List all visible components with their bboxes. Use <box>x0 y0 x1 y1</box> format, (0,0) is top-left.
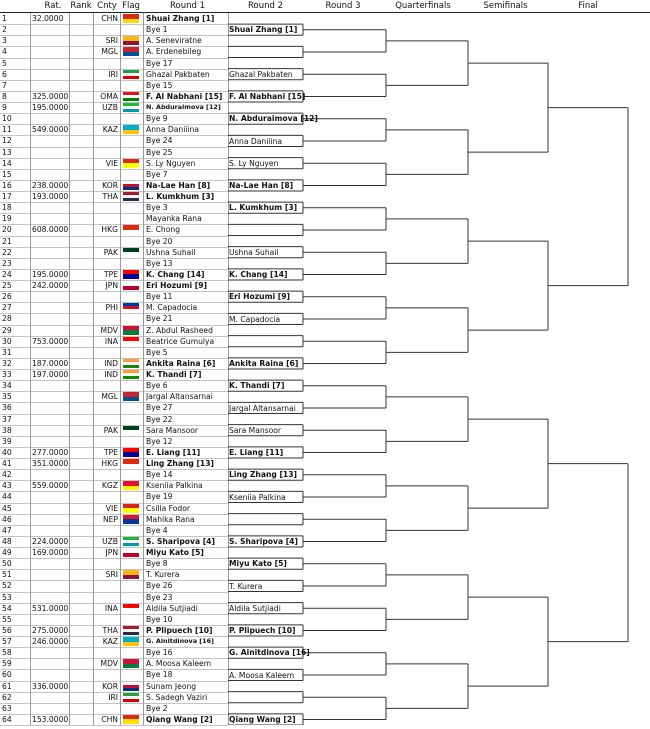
draw-number: 57 <box>2 637 12 646</box>
country-code: PAK <box>103 425 118 435</box>
draw-number: 59 <box>2 659 12 669</box>
round2-winner: Shuai Zhang [1] <box>229 25 298 35</box>
draw-number: 58 <box>2 648 12 658</box>
draw-number: 19 <box>2 214 12 224</box>
rank-header: Rank <box>70 1 92 11</box>
round2-winner: Ling Zhang [13] <box>229 470 297 480</box>
draw-number: 40 <box>2 447 12 457</box>
round2-winner: Sara Mansoor <box>229 425 282 435</box>
draw-number: 50 <box>2 559 12 569</box>
country-code: CHN <box>101 714 118 724</box>
country-code: VIE <box>105 503 118 513</box>
player-name: Bye 2 <box>146 703 168 713</box>
player-name: Bye 8 <box>146 559 168 569</box>
player-name: Jargal Altansarnai <box>146 392 213 402</box>
player-name: K. Thandi [7] <box>146 370 202 379</box>
player-name: Csilla Fodor <box>146 503 190 513</box>
draw-number: 16 <box>2 180 12 190</box>
semifinals-header: Semifinals <box>483 1 528 11</box>
draw-number: 2 <box>2 25 7 35</box>
player-name: Ushna Suhail <box>146 247 196 257</box>
draw-number: 15 <box>2 169 12 179</box>
draw-number: 54 <box>2 603 12 613</box>
rating-value: 187.0000 <box>32 358 69 368</box>
player-name: Bye 21 <box>146 314 173 324</box>
player-name: Bye 6 <box>146 381 168 391</box>
round2-winner: Eri Hozumi [9] <box>229 292 290 302</box>
draw-number: 9 <box>2 103 7 112</box>
round2-winner: A. Moosa Kaleem <box>229 670 295 680</box>
player-name: L. Kumkhum [3] <box>146 192 215 201</box>
country-code: INA <box>104 336 118 346</box>
rating-value: 549.0000 <box>32 125 69 135</box>
player-name: Z. Abdul Rasheed <box>146 325 213 335</box>
draw-number: 10 <box>2 114 12 124</box>
round2-winner: S. Ly Nguyen <box>229 158 279 168</box>
round2-winner: Miyu Kato [5] <box>229 559 287 569</box>
country-code: MDV <box>100 325 118 335</box>
round2-winner: Ankita Raina [6] <box>229 359 299 368</box>
draw-number: 11 <box>2 125 12 135</box>
round2-winner: Na-Lae Han [8] <box>229 181 294 190</box>
player-name: Mahika Rana <box>146 514 195 524</box>
country-code: IND <box>104 358 118 368</box>
draw-number: 12 <box>2 136 12 146</box>
country-code: KGZ <box>101 481 118 491</box>
draw-header <box>0 0 650 12</box>
player-name: Bye 25 <box>146 147 173 157</box>
round2-winner: Ushna Suhail <box>229 247 279 257</box>
round2-winner: E. Liang [11] <box>229 448 284 457</box>
draw-number: 49 <box>2 548 12 557</box>
draw-number: 39 <box>2 436 12 446</box>
draw-number: 29 <box>2 325 12 335</box>
round2-winner: G. Ainitdinova [16] <box>229 648 310 658</box>
player-name: A. Erdenebileg <box>146 47 202 57</box>
draw-number: 22 <box>2 247 12 257</box>
player-name: Bye 4 <box>146 525 168 535</box>
rating-value: 351.0000 <box>32 459 69 468</box>
country-code: IRI <box>108 69 118 79</box>
draw-number: 20 <box>2 225 12 235</box>
round2-winner: Ghazal Pakbaten <box>229 69 293 79</box>
player-name: Ghazal Pakbaten <box>146 69 210 79</box>
round2-winner: L. Kumkhum [3] <box>229 203 298 213</box>
draw-number: 53 <box>2 592 12 602</box>
draw-number: 56 <box>2 625 12 635</box>
player-name: S. Sharipova [4] <box>146 536 215 546</box>
rating-value: 169.0000 <box>32 548 69 557</box>
country-code: SRI <box>105 570 118 580</box>
country-code: KOR <box>102 180 118 190</box>
draw-number: 30 <box>2 336 12 346</box>
country-code: THA <box>102 192 118 201</box>
player-name: Bye 14 <box>146 470 173 480</box>
player-name: Bye 15 <box>146 80 173 90</box>
country-code: UZB <box>102 536 118 546</box>
draw-number: 6 <box>2 69 7 79</box>
draw-number: 64 <box>2 714 12 724</box>
country-code: TPE <box>103 269 118 279</box>
rating-value: 195.0000 <box>32 103 69 112</box>
player-name: N. Abduraimova [12] <box>146 103 221 111</box>
draw-number: 3 <box>2 36 7 46</box>
draw-number: 48 <box>2 536 12 546</box>
rating-value: 224.0000 <box>32 536 69 546</box>
player-name: Ling Zhang [13] <box>146 459 214 468</box>
draw-number: 5 <box>2 58 7 68</box>
rating-value: 246.0000 <box>32 637 69 646</box>
country-code: MGL <box>101 392 118 402</box>
country-code: SRI <box>105 36 118 46</box>
draw-number: 8 <box>2 91 7 101</box>
player-name: Kseniia Palkina <box>146 481 203 491</box>
country-code: NEP <box>102 514 118 524</box>
player-name: A. Moosa Kaleem <box>146 659 212 669</box>
round2-winner: F. Al Nabhani [15] <box>229 92 306 101</box>
player-name: Bye 11 <box>146 292 173 302</box>
country-code: KOR <box>102 681 118 691</box>
player-name: Bye 9 <box>146 114 168 124</box>
draw-number: 52 <box>2 581 12 591</box>
player-name: Bye 23 <box>146 592 173 602</box>
player-name: Bye 19 <box>146 492 173 502</box>
round2-winner: T. Kurera <box>229 581 263 591</box>
player-name: M. Capadocia <box>146 303 198 313</box>
player-name: Qiang Wang [2] <box>146 714 213 724</box>
player-name: P. Plipuech [10] <box>146 625 213 635</box>
country-code: THA <box>102 625 118 635</box>
player-name: Bye 16 <box>146 648 173 658</box>
country-code: IND <box>104 370 118 379</box>
draw-number: 51 <box>2 570 12 580</box>
draw-number: 31 <box>2 347 12 357</box>
country-code: OMA <box>100 91 118 101</box>
country-code: PAK <box>103 247 118 257</box>
country-code: INA <box>104 603 118 613</box>
country-code: HKG <box>101 225 118 235</box>
player-name: Beatrice Gumulya <box>146 336 215 346</box>
player-name: Na-Lae Han [8] <box>146 180 211 190</box>
draw-number: 7 <box>2 80 7 90</box>
player-name: Shuai Zhang [1] <box>146 14 215 23</box>
player-name: Bye 5 <box>146 347 168 357</box>
player-name: Bye 22 <box>146 414 173 424</box>
bracket-lines <box>0 13 650 725</box>
player-name: Anna Daniiina <box>146 125 199 135</box>
country-code: HKG <box>101 459 118 468</box>
round2-winner: P. Plipuech [10] <box>229 626 296 635</box>
draw-number: 32 <box>2 358 12 368</box>
country-code: TPE <box>103 447 118 457</box>
draw-number: 63 <box>2 703 12 713</box>
player-name: Sunam Jeong <box>146 681 197 691</box>
draw-number: 61 <box>2 681 12 691</box>
draw-number: 47 <box>2 525 12 535</box>
draw-number: 41 <box>2 459 12 468</box>
rating-value: 193.0000 <box>32 192 69 201</box>
player-name: Bye 1 <box>146 25 168 35</box>
player-name: Eri Hozumi [9] <box>146 281 207 290</box>
rating-header: Rat. <box>44 1 62 11</box>
country-code: KAZ <box>102 125 118 135</box>
draw-number: 55 <box>2 614 12 624</box>
rating-value: 753.0000 <box>32 336 69 346</box>
draw-number: 4 <box>2 47 7 57</box>
country-header: Cnty <box>97 1 117 11</box>
player-name: K. Chang [14] <box>146 269 205 279</box>
draw-number: 43 <box>2 481 12 491</box>
player-name: Bye 13 <box>146 258 173 268</box>
draw-number: 37 <box>2 414 12 424</box>
country-code: CHN <box>101 14 118 23</box>
round2-winner: K. Thandi [7] <box>229 381 285 391</box>
draw-number: 46 <box>2 514 12 524</box>
player-name: Bye 12 <box>146 436 173 446</box>
player-name: F. Al Nabhani [15] <box>146 91 223 101</box>
player-name: Bye 18 <box>146 670 173 680</box>
quarterfinals-header: Quarterfinals <box>395 1 451 11</box>
player-name: Bye 10 <box>146 614 173 624</box>
country-code: VIE <box>105 158 118 168</box>
draw-number: 18 <box>2 203 12 213</box>
player-name: Bye 20 <box>146 236 173 246</box>
country-code: PHI <box>105 303 118 313</box>
player-name: Miyu Kato [5] <box>146 548 204 557</box>
rating-value: 195.0000 <box>32 269 69 279</box>
round3-header: Round 3 <box>325 1 361 11</box>
country-code: JPN <box>105 548 118 557</box>
country-code: KAZ <box>102 637 118 646</box>
player-name: E. Chong <box>146 225 181 235</box>
draw-number: 23 <box>2 258 12 268</box>
rating-value: 32.0000 <box>32 14 64 23</box>
rating-value: 242.0000 <box>32 281 69 290</box>
country-code: IRI <box>108 692 118 702</box>
country-code: UZB <box>102 103 118 112</box>
player-name: Bye 24 <box>146 136 173 146</box>
row-divider <box>0 725 228 726</box>
draw-number: 28 <box>2 314 12 324</box>
round2-winner: Aldila Sutjiadi <box>229 603 281 613</box>
player-name: Bye 26 <box>146 581 173 591</box>
rating-value: 531.0000 <box>32 603 69 613</box>
rating-value: 197.0000 <box>32 370 69 379</box>
draw-number: 62 <box>2 692 12 702</box>
rating-value: 277.0000 <box>32 447 69 457</box>
round2-winner: S. Sharipova [4] <box>229 537 298 546</box>
rating-value: 153.0000 <box>32 714 69 724</box>
player-name: Bye 7 <box>146 169 168 179</box>
round2-winner: K. Chang [14] <box>229 270 288 279</box>
player-name: Aldila Sutjiadi <box>146 603 198 613</box>
round2-winner: Anna Daniiina <box>229 136 282 146</box>
draw-number: 35 <box>2 392 12 402</box>
draw-number: 27 <box>2 303 12 313</box>
player-name: Bye 17 <box>146 58 173 68</box>
final-header: Final <box>578 1 598 11</box>
rating-value: 238.0000 <box>32 180 69 190</box>
draw-number: 17 <box>2 192 12 201</box>
country-code: JPN <box>105 281 118 290</box>
player-name: Ankita Raina [6] <box>146 358 216 368</box>
draw-number: 14 <box>2 158 12 168</box>
draw-number: 60 <box>2 670 12 680</box>
rating-value: 275.0000 <box>32 625 69 635</box>
draw-number: 21 <box>2 236 12 246</box>
draw-number: 33 <box>2 370 12 379</box>
draw-number: 24 <box>2 269 12 279</box>
player-name: Sara Mansoor <box>146 425 199 435</box>
player-name: Bye 3 <box>146 203 168 213</box>
player-name: S. Sadegh Vaziri <box>146 692 208 702</box>
round2-winner: Qiang Wang [2] <box>229 715 296 724</box>
draw-number: 38 <box>2 425 12 435</box>
draw-number: 1 <box>2 14 7 23</box>
draw-number: 44 <box>2 492 12 502</box>
player-name: G. Ainitdinova [16] <box>146 637 214 645</box>
draw-number: 25 <box>2 281 12 290</box>
round1-header: Round 1 <box>169 1 205 11</box>
draw-number: 26 <box>2 292 12 302</box>
draw-number: 45 <box>2 503 12 513</box>
player-name: S. Ly Nguyen <box>146 158 196 168</box>
round2-header: Round 2 <box>247 1 283 11</box>
player-name: Mayanka Rana <box>146 214 202 224</box>
rating-value: 608.0000 <box>32 225 69 235</box>
draw-number: 36 <box>2 403 12 413</box>
player-name: Bye 27 <box>146 403 173 413</box>
draw-number: 13 <box>2 147 12 157</box>
country-code: MGL <box>101 47 118 57</box>
round2-winner: M. Capadocia <box>229 314 281 324</box>
draw-number: 42 <box>2 470 12 480</box>
country-code: MDV <box>100 659 118 669</box>
player-name: E. Liang [11] <box>146 447 201 457</box>
rating-value: 325.0000 <box>32 91 69 101</box>
flag-header: Flag <box>122 1 140 11</box>
player-name: T. Kurera <box>146 570 180 580</box>
round2-winner: Jargal Altansarnai <box>229 403 296 413</box>
round2-winner: N. Abduraimova [12] <box>229 114 318 124</box>
rating-value: 559.0000 <box>32 481 69 491</box>
player-name: A. Seneviratne <box>146 36 202 46</box>
rating-value: 336.0000 <box>32 681 69 691</box>
draw-number: 34 <box>2 381 12 391</box>
round2-winner: Kseniia Palkina <box>229 492 286 502</box>
